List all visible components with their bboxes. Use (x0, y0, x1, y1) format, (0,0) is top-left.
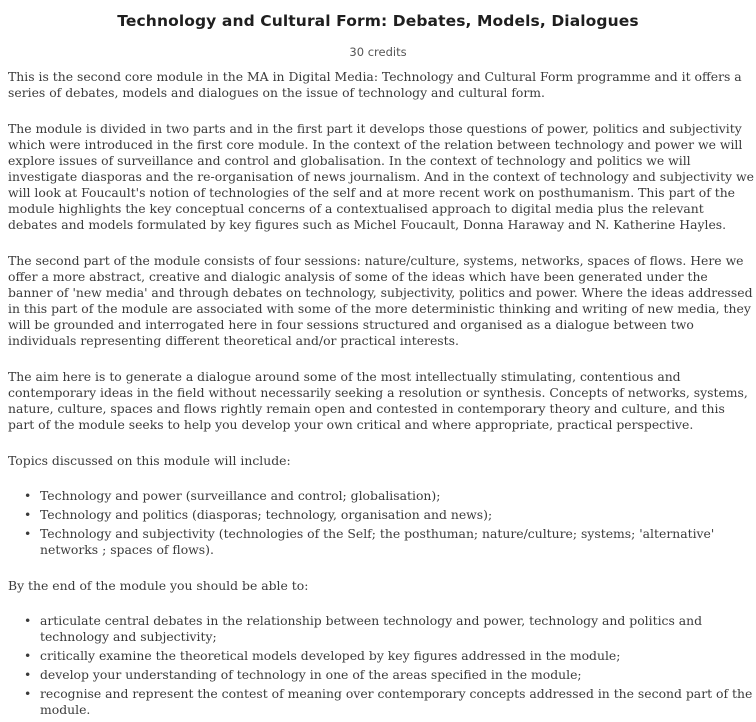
list-item (24, 488, 754, 504)
list-item (24, 613, 754, 645)
outcomes-list (8, 613, 754, 718)
list-item (24, 686, 754, 718)
bullet-icon: • (24, 488, 32, 503)
topic-text: Technology and power (surveillance and control; globalisation); (40, 488, 441, 503)
page-title: Technology and Cultural Form: Debates, Models, Dialogues (117, 12, 639, 30)
bullet-icon: • (24, 613, 32, 628)
list-item (24, 507, 754, 523)
list-item (24, 526, 754, 558)
bullet-icon: • (24, 526, 32, 541)
topic-text: Technology and politics (diasporas; technology, organisation and news); (40, 507, 493, 522)
bullet-icon: • (24, 667, 32, 682)
outcome-text: develop your understanding of technology in one of the areas specified in the module; (40, 667, 582, 682)
aim-paragraph: The aim here is to generate a dialogue around some of the most intellectually stimulating, contentious and contemporary ideas in the field without necessarily seeking a resolution or synthesis. Concepts of networks, systems, nature, culture, spaces and flows rightly remain open and contested in contemporary theory and culture, and this part of the module seeks to help you develop your own critical and where appropriate, practical perspective. (8, 369, 748, 432)
credits-label: 30 credits (349, 45, 407, 59)
outcome-text: articulate central debates in the relationship between technology and power, technology and politics and technology and subjectivity; (40, 613, 703, 644)
bullet-icon: • (24, 686, 32, 701)
intro-paragraph: This is the second core module in the MA in Digital Media: Technology and Cultural Form programme and it offers a series of debates, models and dialogues on the issue of technology and cultural form. (8, 69, 742, 100)
topics-list (8, 488, 754, 558)
outcome-text: critically examine the theoretical models developed by key figures addressed in the module; (40, 648, 621, 663)
module-description (8, 69, 754, 722)
first-part-paragraph: The module is divided in two parts and in the first part it develops those questions of power, politics and subjectivity which were introduced in the first core module. In the context of the relation between technology and power we will explore issues of surveillance and control and globalisation. In the context of technology and politics we will investigate diasporas and the re-organisation of news journalism. And in the context of technology and subjectivity we will look at Foucault's notion of technologies of the self and at more recent work on posthumanism. This part of the module highlights the key conceptual concerns of a contextualised approach to digital media plus the relevant debates and models formulated by key figures such as Michel Foucault, Donna Haraway and N. Katherine Hayles. (8, 121, 754, 232)
list-item (24, 648, 754, 664)
bullet-icon: • (24, 507, 32, 522)
second-part-paragraph: The second part of the module consists of four sessions: nature/culture, systems, networks, spaces of flows. Here we offer a more abstract, creative and dialogic analysis of some of the ideas which have been generated under the banner of 'new media' and through debates on technology, subjectivity, politics and power. Where the ideas addressed in this part of the module are associated with some of the more deterministic thinking and writing of new media, they will be grounded and interrogated here in four sessions structured and organised as a dialogue between two individuals representing different theoretical and/or practical interests. (8, 253, 753, 348)
outcome-text: recognise and represent the contest of meaning over contemporary concepts addressed in the second part of the module. (40, 686, 753, 717)
topic-text: Technology and subjectivity (technologies of the Self; the posthuman; nature/culture; systems; 'alternative' networks ; spaces of flows). (40, 526, 715, 557)
topics-intro: Topics discussed on this module will include: (8, 453, 291, 468)
bullet-icon: • (24, 648, 32, 663)
list-item (24, 667, 754, 683)
outcomes-intro: By the end of the module you should be able to: (8, 578, 309, 593)
